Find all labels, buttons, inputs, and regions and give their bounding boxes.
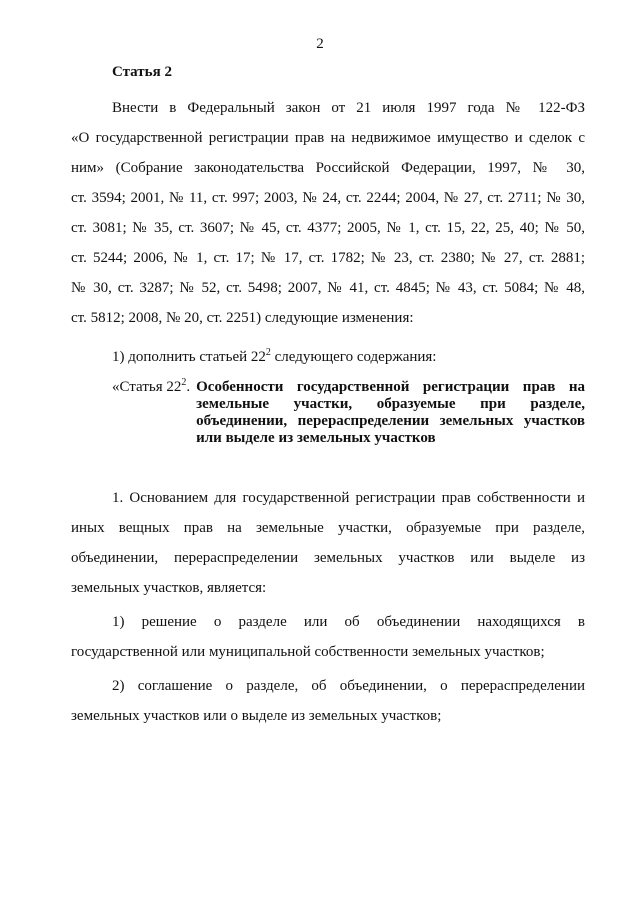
new-article-title-line: земельные участки, образуемые при разделе,	[196, 396, 585, 412]
new-article-number	[71, 379, 190, 447]
intro-line: № 30, ст. 3287; № 52, ст. 5498; 2007, № 41, ст. 4845; № 43, ст. 5084; № 48,	[71, 280, 585, 296]
subitem-1-line: государственной или муниципальной собственности земельных участков;	[71, 644, 545, 660]
intro-line: ст. 3081; № 35, ст. 3607; № 45, ст. 4377; 2005, № 1, ст. 15, 22, 25, 40; № 50,	[71, 220, 585, 236]
amendment-item-1-text: 1) дополнить статьей 22	[112, 349, 266, 365]
paragraph-1-line: объединении, перераспределении земельных участков или выделе из	[71, 550, 585, 566]
paragraph-1-line: иных вещных прав на земельные участки, образуемые при разделе,	[71, 520, 585, 536]
subitem-2-line: земельных участков или о выделе из земельных участков;	[71, 708, 442, 724]
intro-line: «О государственной регистрации прав на недвижимое имущество и сделок с	[71, 130, 585, 146]
amendment-item-1-superscript: 2	[265, 347, 271, 358]
intro-paragraph	[71, 93, 585, 333]
amendment-item-1	[71, 342, 585, 372]
spacer	[71, 447, 585, 477]
paragraph-1-line: земельных участков, является:	[71, 580, 267, 596]
amendment-item-1-tail: следующего содержания:	[270, 349, 437, 365]
new-article-title-line: объединении, перераспределении земельных участков	[196, 413, 585, 429]
paragraph-1-line: 1. Основанием для государственной регистрации прав собственности и	[112, 490, 585, 506]
new-article-lead-text: «Статья 22	[112, 379, 182, 395]
intro-line: ст. 5244; 2006, № 1, ст. 17; № 17, ст. 1782; № 23, ст. 2380; № 27, ст. 2881;	[71, 250, 585, 266]
intro-line: Внести в Федеральный закон от 21 июля 1997 года № 122-ФЗ	[112, 100, 585, 116]
subitem-2-line: 2) соглашение о разделе, об объединении, о перераспределении	[112, 678, 585, 694]
new-article-title-line: или выделе из земельных участков	[196, 430, 436, 446]
article-heading: Статья 2	[112, 64, 172, 80]
subitem-1	[71, 607, 585, 667]
new-article-title	[190, 379, 585, 447]
intro-line: ним» (Собрание законодательства Российской Федерации, 1997, № 30,	[71, 160, 585, 176]
subitem-2	[71, 671, 585, 731]
intro-line: ст. 3594; 2001, № 11, ст. 997; 2003, № 24, ст. 2244; 2004, № 27, ст. 2711; № 30,	[71, 190, 585, 206]
paragraph-1	[71, 483, 585, 603]
new-article-title-line: Особенности государственной регистрации прав на	[196, 379, 585, 395]
new-article-lead-dot: .	[186, 379, 191, 395]
page-number: 2	[316, 36, 324, 52]
intro-line: ст. 5812; 2008, № 20, ст. 2251) следующие изменения:	[71, 310, 414, 326]
new-article-heading	[71, 379, 585, 447]
subitem-1-line: 1) решение о разделе или об объединении находящихся в	[112, 614, 585, 630]
document-body	[71, 62, 585, 731]
new-article-superscript: 2	[181, 377, 187, 388]
